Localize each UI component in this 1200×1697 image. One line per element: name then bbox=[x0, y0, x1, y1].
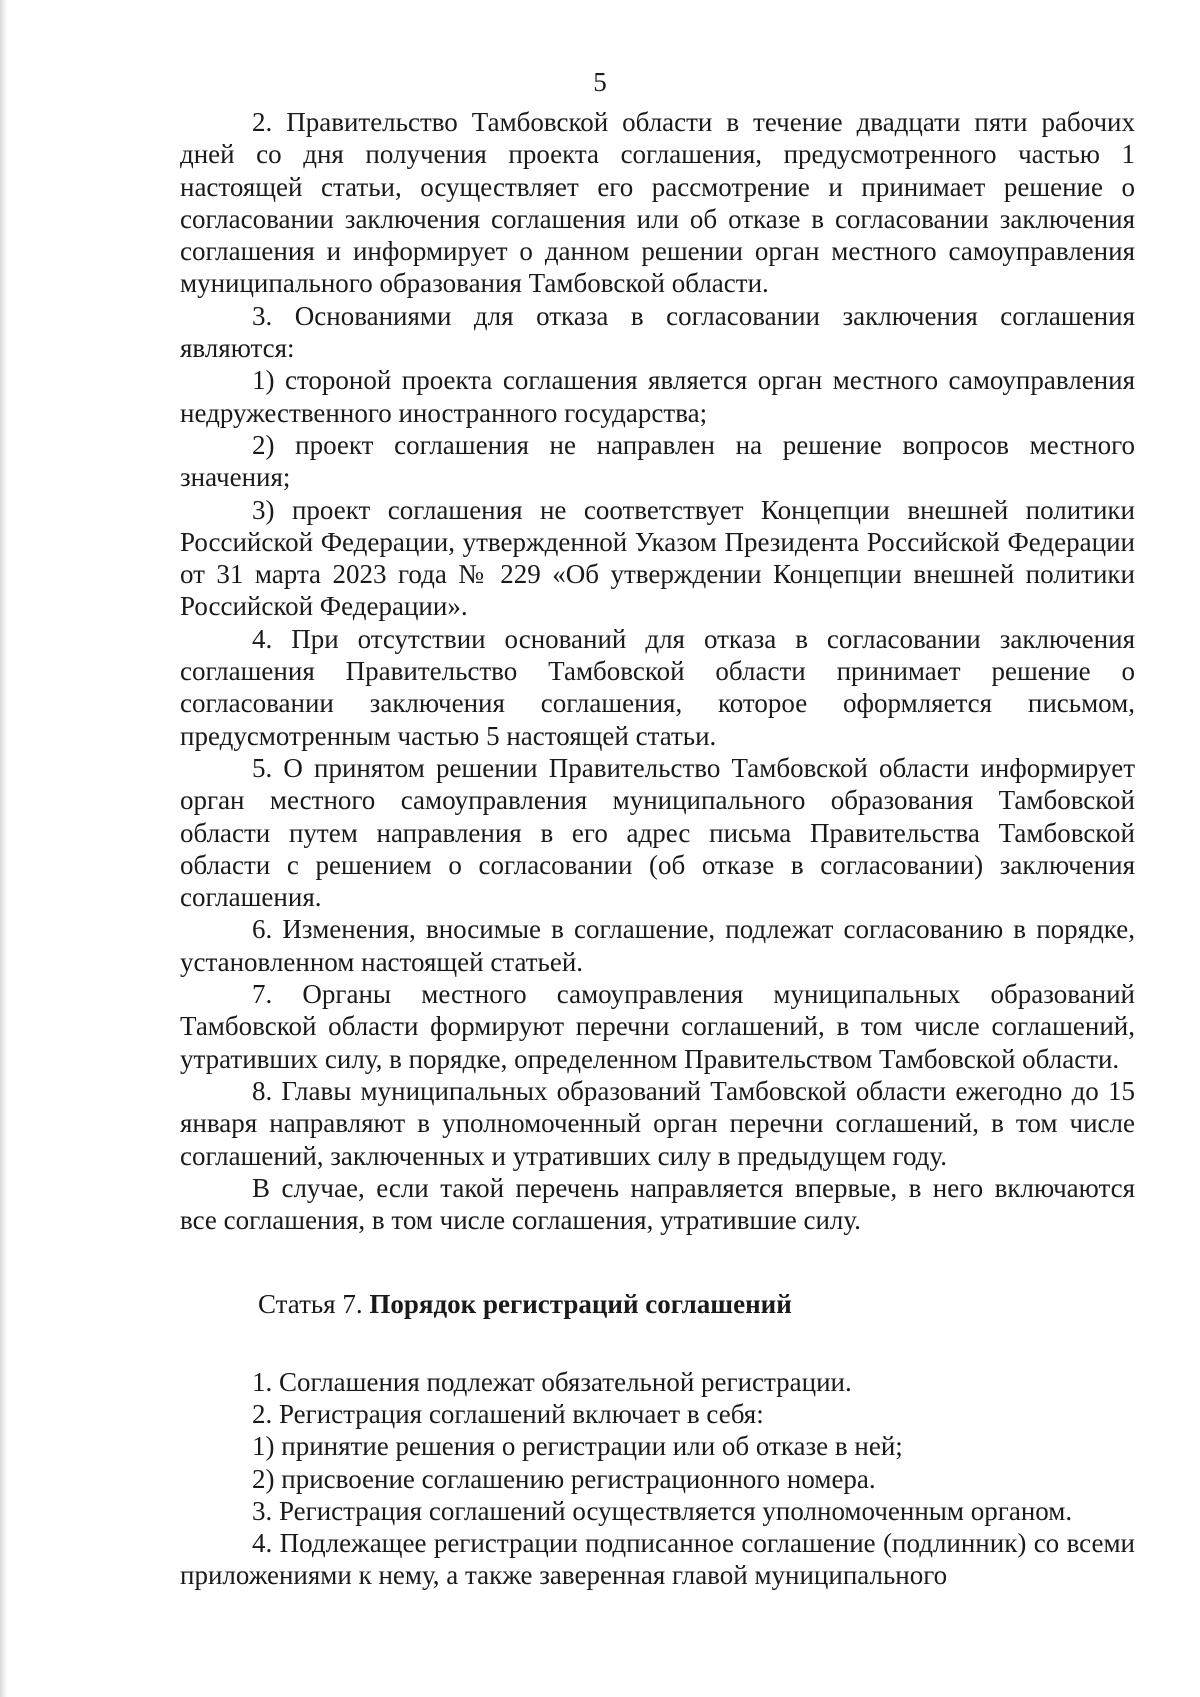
paragraph: 5. О принятом решении Правительство Тамбовской области информирует орган местного самоуправления муниципального образования Тамбовской области путем направления в его адрес письма Правительства Тамбовской области с решением о согласовании (об отказе в согласовании) заключения соглашения. bbox=[180, 752, 1135, 913]
paragraph: 3. Регистрация соглашений осуществляется уполномоченным органом. bbox=[252, 1495, 1073, 1526]
paragraph: 3. Основаниями для отказа в согласовании заключения соглашения являются: bbox=[180, 300, 1135, 364]
paragraph: 3) проект соглашения не соответствует Концепции внешней политики Российской Федерации, утвержденной Указом Президента Российской Федерации от 31 марта 2023 года № 229 «Об утверждении Концепции внешней политики Российской Федерации». bbox=[180, 494, 1135, 622]
document-body bbox=[180, 106, 1135, 1592]
scan-edge bbox=[0, 0, 8, 1697]
article-title: Порядок регистраций соглашений bbox=[369, 1289, 792, 1320]
paragraph: 8. Главы муниципальных образований Тамбовской области ежегодно до 15 января направляют в уполномоченный орган перечни соглашений, в том числе соглашений, заключенных и утративших силу в предыдущем году. bbox=[180, 1075, 1135, 1171]
paragraph: 2. Регистрация соглашений включает в себя: bbox=[252, 1398, 764, 1429]
article-prefix: Статья 7. bbox=[258, 1289, 363, 1320]
article-heading bbox=[180, 1288, 1135, 1320]
page-number: 5 bbox=[593, 67, 607, 97]
paragraph: 1) стороной проекта соглашения является орган местного самоуправления недружественного иностранного государства; bbox=[180, 365, 1135, 428]
paragraph: 1. Соглашения подлежат обязательной регистрации. bbox=[252, 1366, 852, 1397]
paragraph: 2) проект соглашения не направлен на решение вопросов местного значения; bbox=[180, 429, 1135, 493]
paragraph: 6. Изменения, вносимые в соглашение, подлежат согласованию в порядке, установленном настоящей статьей. bbox=[180, 914, 1135, 977]
paragraph: В случае, если такой перечень направляется впервые, в него включаются все соглашения, в том числе соглашения, утратившие силу. bbox=[180, 1172, 1135, 1236]
paragraph: 4. При отсутствии оснований для отказа в согласовании заключения соглашения Правительство Тамбовской области принимает решение о согласовании заключения соглашения, которое оформляется письмом, предусмотренным частью 5 настоящей статьи. bbox=[180, 623, 1135, 751]
paragraph: 7. Органы местного самоуправления муниципальных образований Тамбовской области формируют перечни соглашений, в том числе соглашений, утративших силу, в порядке, определенном Правительством Тамбовской области. bbox=[180, 979, 1135, 1074]
paragraph: 2) присвоение соглашению регистрационного номера. bbox=[252, 1463, 876, 1494]
paragraph: 1) принятие решения о регистрации или об отказе в ней; bbox=[252, 1431, 903, 1462]
paragraph: 2. Правительство Тамбовской области в течение двадцати пяти рабочих дней со дня получения проекта соглашения, предусмотренного частью 1 настоящей статьи, осуществляет его рассмотрение и принимает решение о согласовании заключения соглашения или об отказе в согласовании заключения соглашения и информирует о данном решении орган местного самоуправления муниципального образования Тамбовской области. bbox=[180, 107, 1135, 299]
paragraph: 4. Подлежащее регистрации подписанное соглашение (подлинник) со всеми приложениями к нему, а также заверенная главой муниципального bbox=[180, 1528, 1135, 1591]
